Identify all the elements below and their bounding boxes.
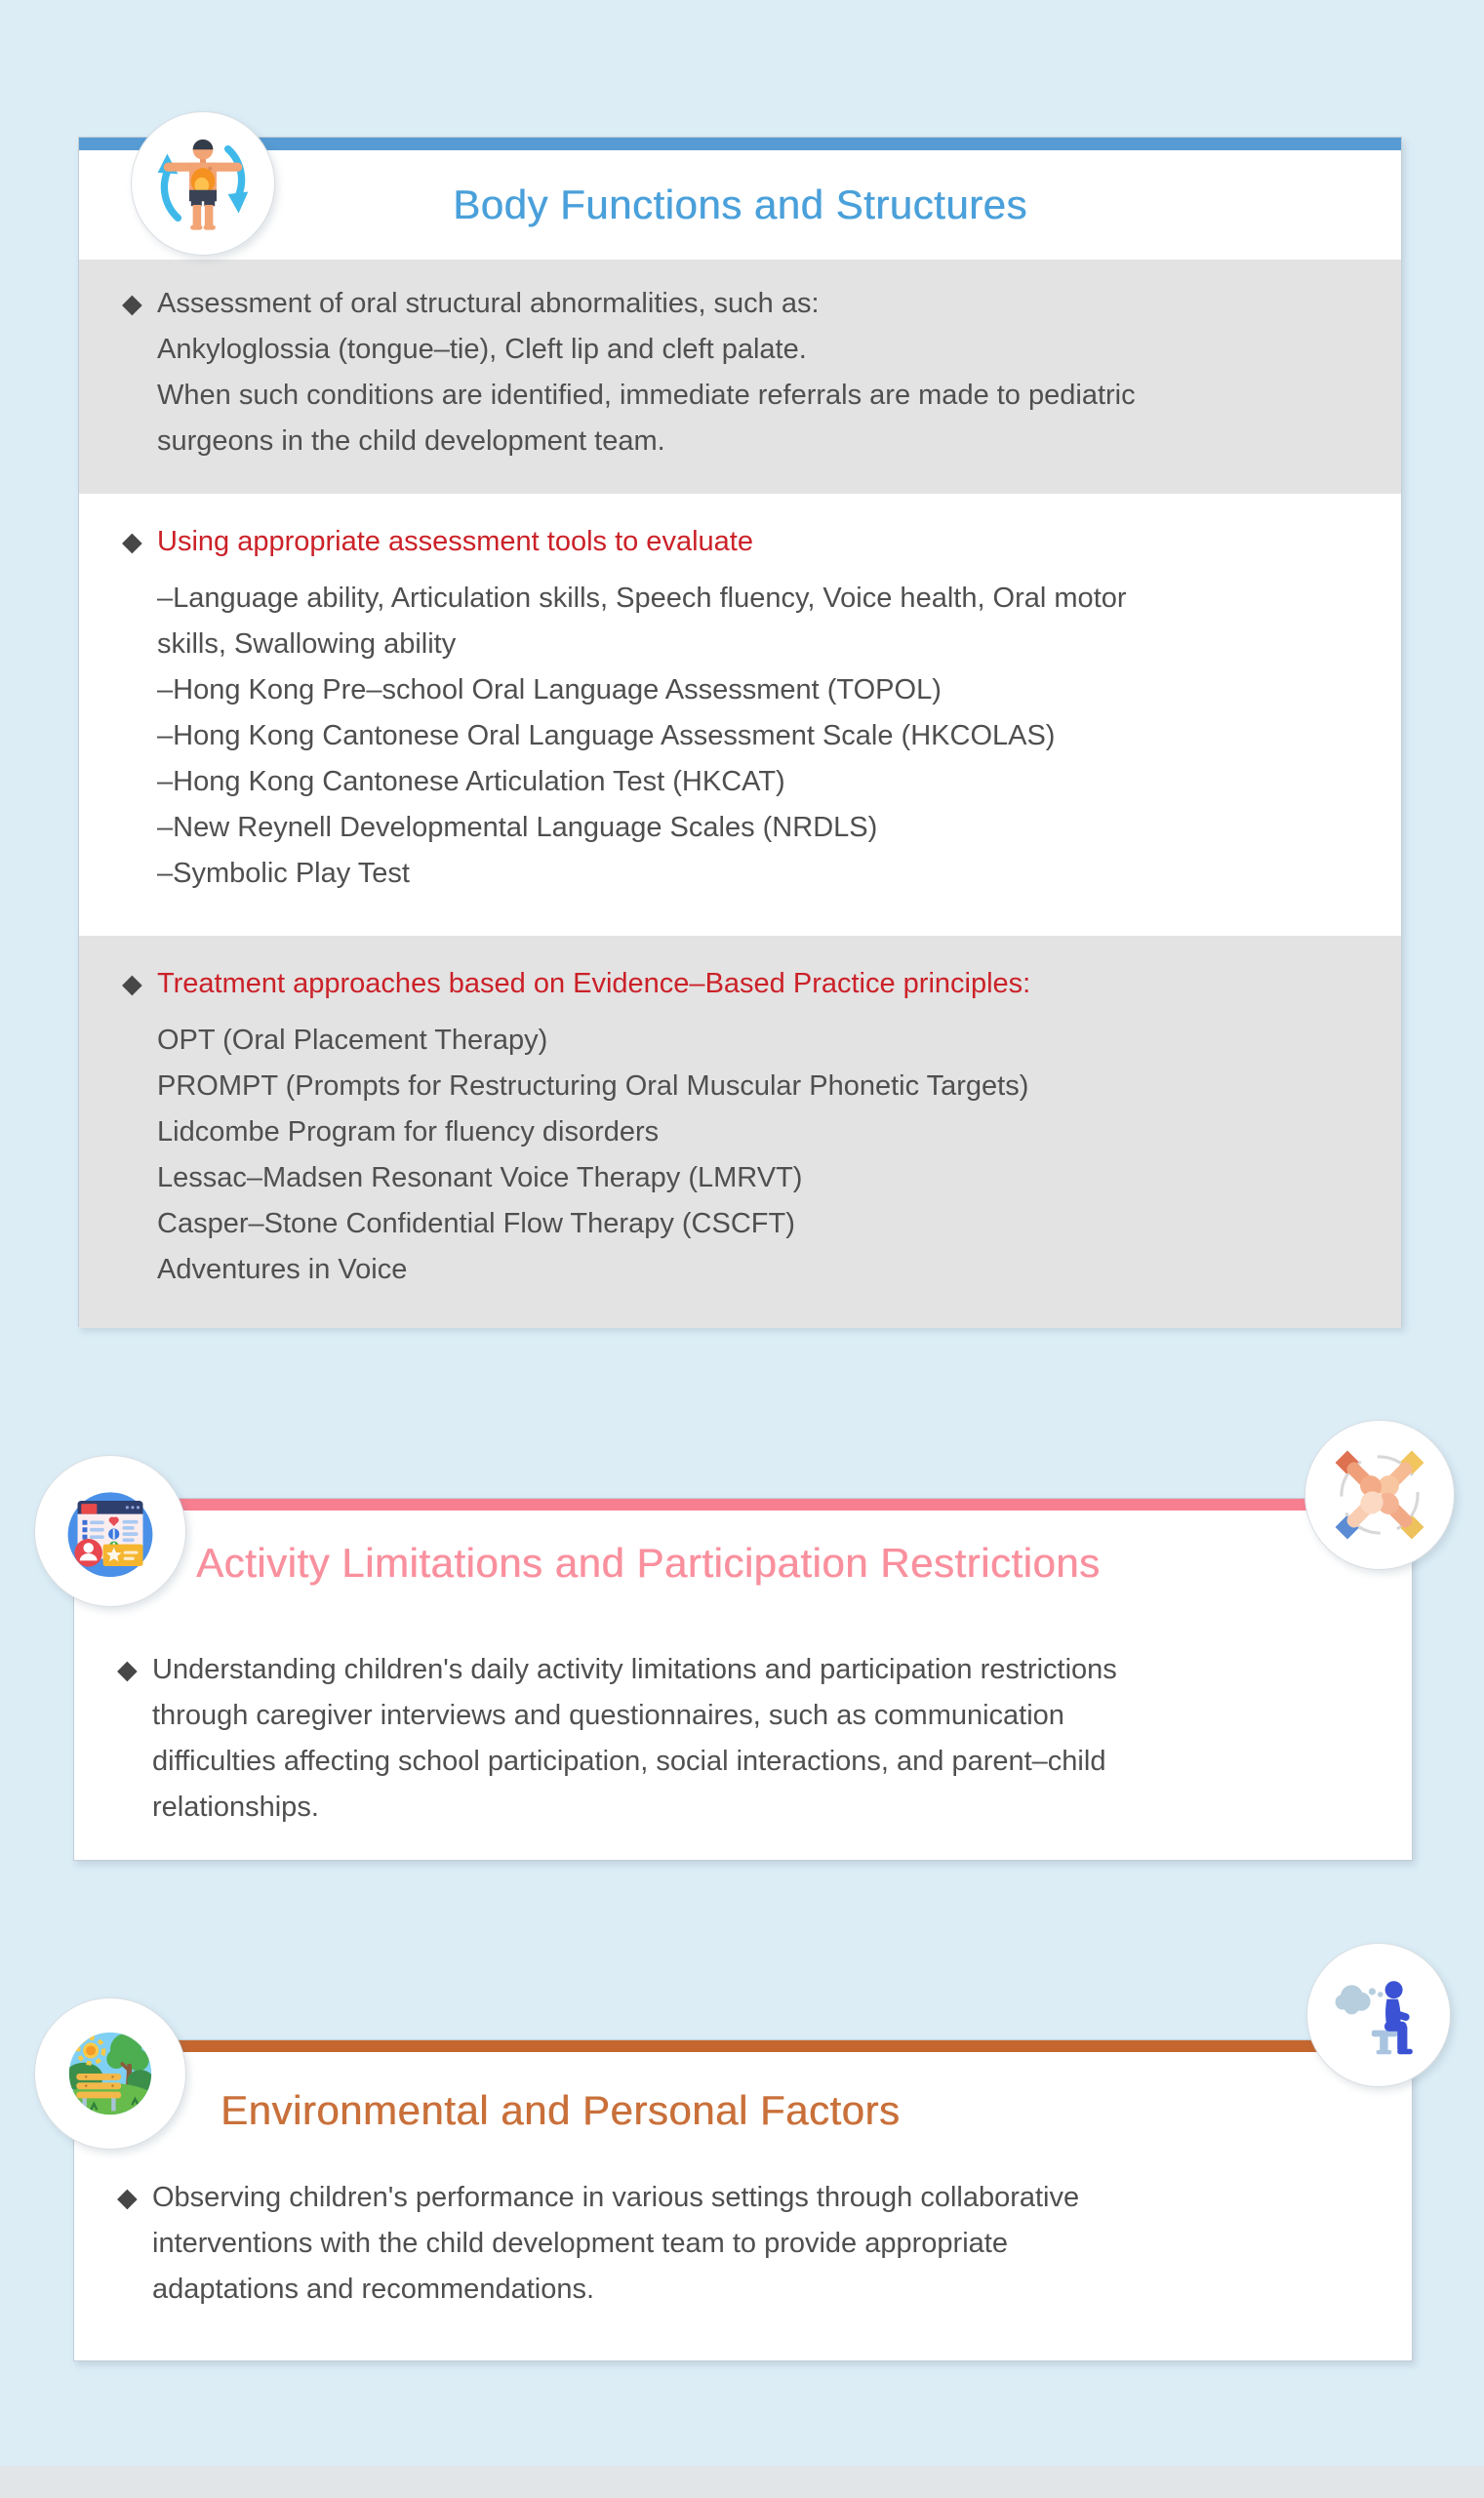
bottom-band [0,2466,1484,2498]
text-line: Casper–Stone Confidential Flow Therapy (CSCFT) [157,1208,795,1239]
text-line: difficulties affecting school participation, social interactions, and parent–child [152,1746,1106,1777]
lead-text: Observing children's performance in various settings through collaborative [152,2182,1080,2213]
section-header [79,150,1401,260]
bullet-lead [79,519,1401,565]
text-line: surgeons in the child development team. [157,425,665,457]
bullet-lead [79,961,1401,1007]
text-line: interventions with the child development team to provide appropriate [152,2228,1008,2259]
content-block-assessment-tools [79,494,1401,936]
text-line: –Symbolic Play Test [157,858,410,889]
teamwork-hands-icon-badge [1304,1420,1455,1570]
text-line: skills, Swallowing ability [157,628,457,660]
block-lines [74,2221,1412,2313]
text-line: Lidcombe Program for fluency disorders [157,1116,660,1148]
text-line: OPT (Oral Placement Therapy) [157,1025,548,1056]
section-body [74,1647,1412,1831]
block-lines [74,1693,1412,1831]
assessment-checklist-icon [50,1471,171,1591]
bullet-lead [74,1647,1412,1693]
text-line: Adventures in Voice [157,1254,408,1285]
section-card-activity-limitations [73,1498,1413,1861]
text-line: –New Reynell Developmental Language Scales (NRDLS) [157,812,878,843]
body-rotation-icon [143,124,262,243]
park-environment-icon [50,2013,171,2134]
text-line: through caregiver interviews and questionnaires, such as communication [152,1700,1064,1731]
text-line: –Language ability, Articulation skills, Speech fluency, Voice health, Oral motor [157,583,1127,614]
page-title: Activity Limitations and Participation Restrictions [196,1540,1101,1586]
text-line: adaptations and recommendations. [152,2274,595,2305]
bullet-lead [74,2175,1412,2221]
section-card-environmental-factors [73,2039,1413,2361]
page-title: Environmental and Personal Factors [221,2087,901,2133]
text-line: PROMPT (Prompts for Restructuring Oral Muscular Phonetic Targets) [157,1070,1029,1102]
block-lines [79,1018,1401,1293]
page-title: Body Functions and Structures [453,181,1027,227]
text-line: relationships. [152,1792,319,1823]
bullet-lead [79,281,1401,327]
diamond-bullet: ◆ [117,1655,138,1684]
text-line: –Hong Kong Pre–school Oral Language Assessment (TOPOL) [157,674,942,705]
accent-bar-pink [74,1499,1412,1511]
content-block-structural-assessment [79,260,1401,494]
accent-bar-orange [74,2040,1412,2052]
accent-bar-blue [79,138,1401,150]
text-line: When such conditions are identified, immediate referrals are made to pediatric [157,380,1136,411]
teamwork-hands-icon [1318,1433,1441,1556]
section-body [74,2175,1412,2313]
thinking-person-icon [1320,1956,1437,2074]
text-line: –Hong Kong Cantonese Oral Language Assessment Scale (HKCOLAS) [157,720,1056,751]
block-lines [79,576,1401,897]
content-block-treatment-approaches [79,936,1401,1328]
body-rotation-icon-badge [131,111,275,256]
diamond-bullet: ◆ [122,289,142,318]
thinking-person-icon-badge [1306,1943,1451,2087]
text-line: Ankyloglossia (tongue–tie), Cleft lip and cleft palate. [157,334,807,365]
lead-text: Treatment approaches based on Evidence–Based Practice principles: [157,968,1031,999]
text-line: Lessac–Madsen Resonant Voice Therapy (LMRVT) [157,1162,803,1193]
lead-text: Using appropriate assessment tools to evaluate [157,526,753,557]
text-line: –Hong Kong Cantonese Articulation Test (HKCAT) [157,766,785,797]
diamond-bullet: ◆ [122,527,142,556]
diamond-bullet: ◆ [122,969,142,998]
park-environment-icon-badge [34,1997,186,2150]
diamond-bullet: ◆ [117,2183,138,2212]
lead-text: Assessment of oral structural abnormalities, such as: [157,288,820,319]
assessment-checklist-icon-badge [34,1455,186,1607]
section-card-body-functions [78,137,1402,1327]
block-lines [79,327,1401,464]
lead-text: Understanding children's daily activity limitations and participation restrictions [152,1654,1117,1685]
